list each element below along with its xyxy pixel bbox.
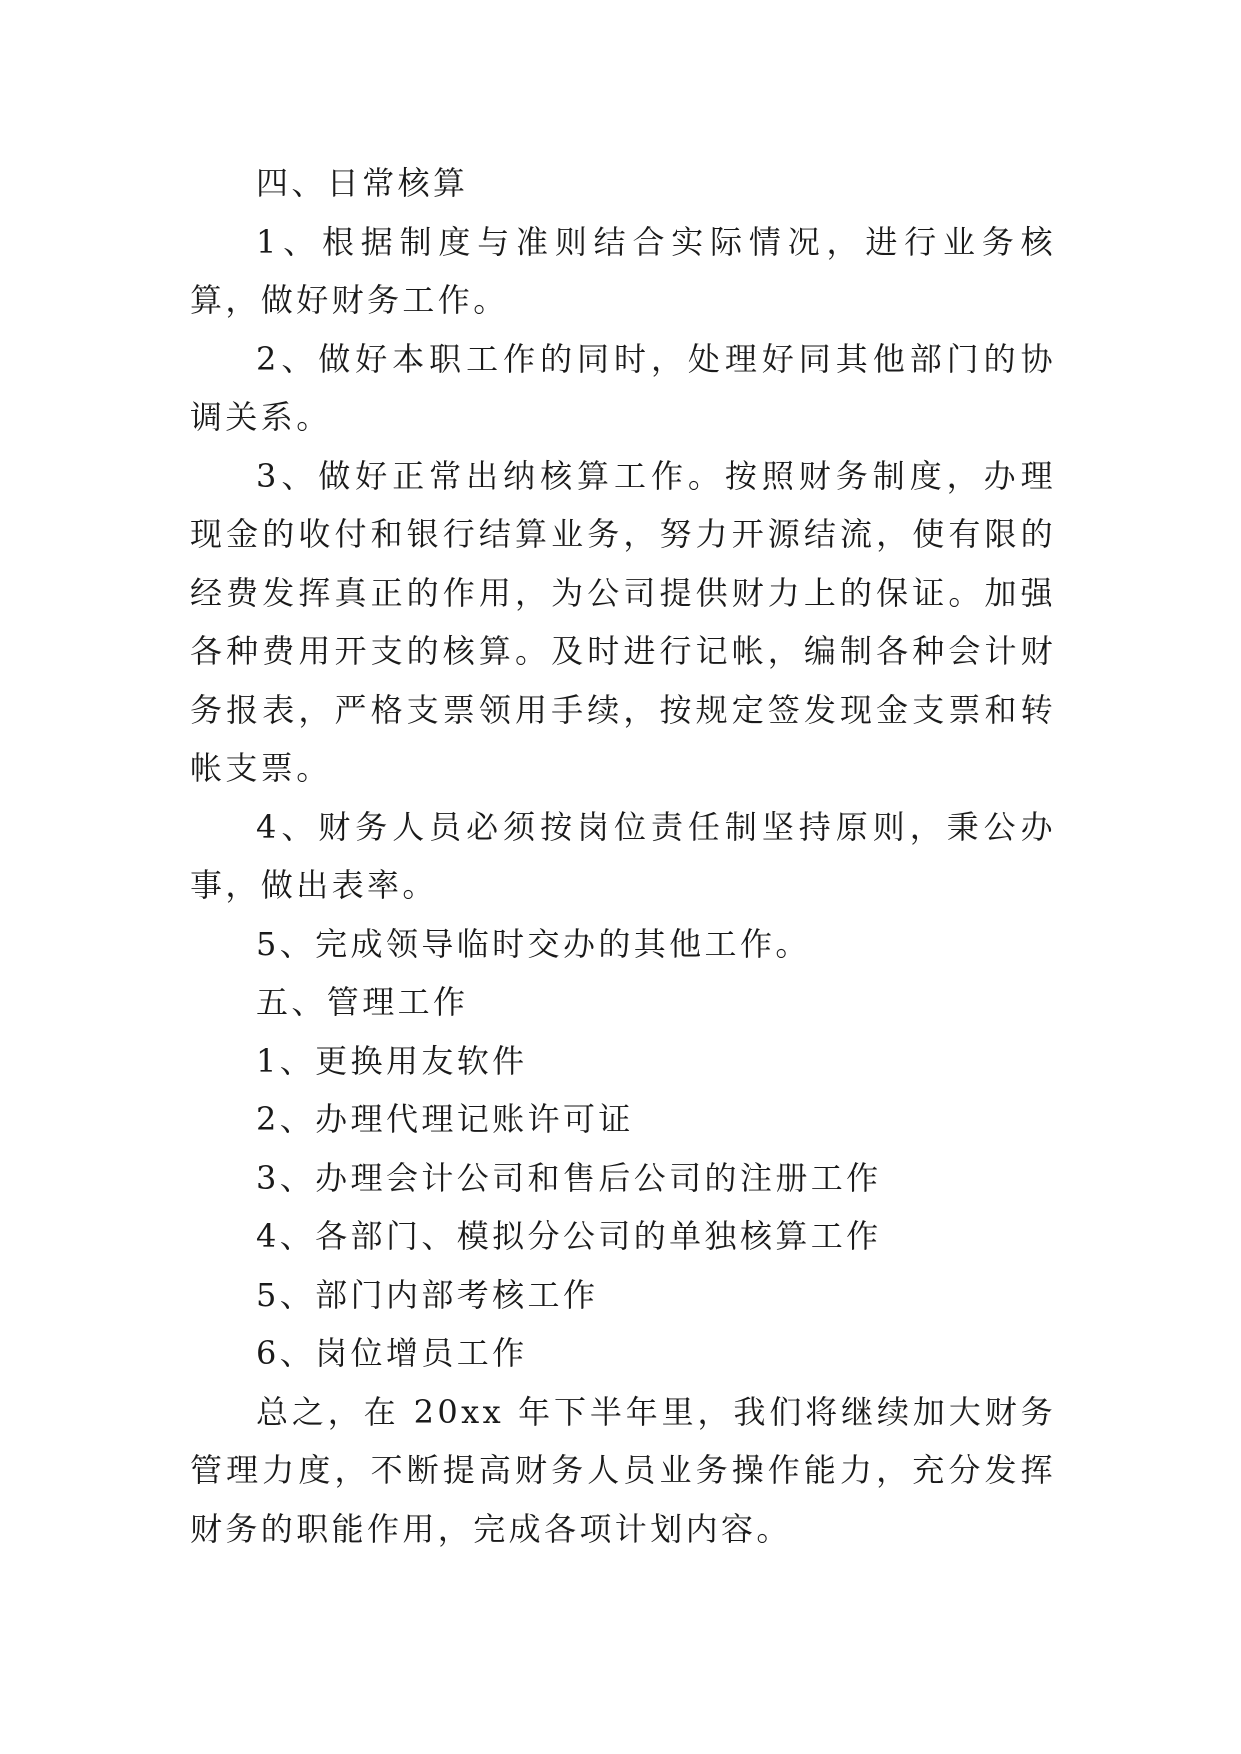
list-item: 1、更换用友软件 <box>256 1041 528 1080</box>
list-item: 6、岗位增员工作 <box>256 1334 528 1372</box>
list-item: 4、各部门、模拟分公司的单独核算工作 <box>256 1217 882 1255</box>
section-heading-daily-accounting: 四、日常核算 <box>256 164 469 202</box>
conclusion-paragraph: 总之，在 20xx 年下半年里，我们将继续加大财务管理力度，不断提高财务人员业务操作能力，充分发挥财务的职能作用，完成各项计划内容。 <box>190 1392 1056 1548</box>
paragraph: 1、根据制度与准则结合实际情况，进行业务核算，做好财务工作。 <box>190 222 1056 319</box>
paragraph: 3、做好正常出纳核算工作。按照财务制度，办理现金的收付和银行结算业务，努力开源结流，使有限的经费发挥真正的作用，为公司提供财力上的保证。加强各种费用开支的核算。及时进行记帐，编制各种会计财务报表，严格支票领用手续，按规定签发现金支票和转帐支票。 <box>190 456 1056 787</box>
list-item: 2、办理代理记账许可证 <box>256 1100 634 1138</box>
list-item: 5、部门内部考核工作 <box>256 1275 599 1314</box>
paragraph: 4、财务人员必须按岗位责任制坚持原则，秉公办事，做出表率。 <box>190 807 1056 904</box>
list-item: 3、办理会计公司和售后公司的注册工作 <box>256 1158 882 1197</box>
paragraph: 5、完成领导临时交办的其他工作。 <box>256 924 811 963</box>
paragraph: 2、做好本职工作的同时，处理好同其他部门的协调关系。 <box>190 339 1056 436</box>
section-heading-management-work: 五、管理工作 <box>256 983 469 1021</box>
document-body <box>190 154 1056 1558</box>
